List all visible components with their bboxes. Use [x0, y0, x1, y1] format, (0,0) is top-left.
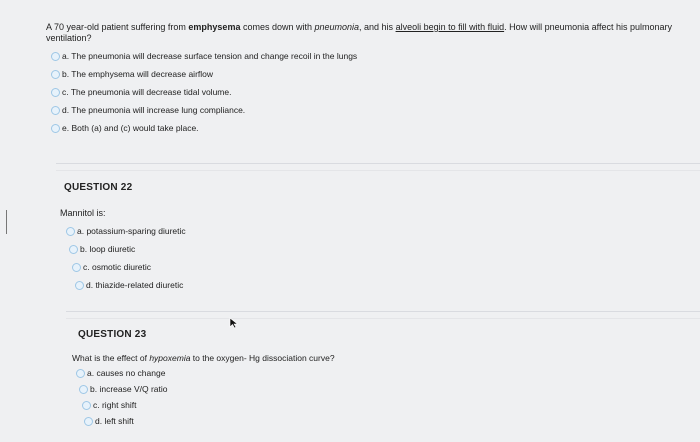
- stem-italic: pneumonia: [314, 22, 360, 32]
- question-divider: [56, 170, 700, 171]
- radio-button[interactable]: [51, 106, 60, 115]
- radio-button[interactable]: [82, 401, 91, 410]
- option-a[interactable]: [51, 47, 676, 65]
- radio-button[interactable]: [72, 263, 81, 272]
- option-a[interactable]: [66, 222, 620, 240]
- option-label: a. The pneumonia will decrease surface tension and change recoil in the lungs: [62, 51, 358, 61]
- stem-text: What is the effect of: [72, 353, 150, 363]
- option-label: e. Both (a) and (c) would take place.: [62, 123, 199, 133]
- option-d[interactable]: [75, 276, 620, 294]
- option-label: d. thiazide-related diuretic: [86, 280, 184, 290]
- stem-italic: hypoxemia: [149, 353, 191, 363]
- question-21: [46, 22, 676, 137]
- radio-button[interactable]: [66, 227, 75, 236]
- question-divider: [56, 163, 700, 164]
- option-c[interactable]: [82, 397, 672, 413]
- option-label: d. left shift: [95, 416, 134, 426]
- stem-text: to the oxygen- Hg dissociation curve?: [190, 353, 335, 363]
- stem-text: , and his: [359, 22, 396, 32]
- radio-button[interactable]: [76, 369, 85, 378]
- radio-button[interactable]: [69, 245, 78, 254]
- radio-button[interactable]: [79, 385, 88, 394]
- question-23-stem: [72, 353, 672, 364]
- radio-button[interactable]: [51, 124, 60, 133]
- radio-button[interactable]: [51, 70, 60, 79]
- option-label: b. loop diuretic: [80, 244, 136, 254]
- option-b[interactable]: [69, 240, 620, 258]
- stem-text: A 70 year-old patient suffering from: [46, 22, 189, 32]
- option-c[interactable]: [51, 83, 676, 101]
- question-divider: [66, 318, 700, 319]
- question-22-stem: Mannitol is:: [60, 208, 106, 218]
- option-d[interactable]: [51, 101, 676, 119]
- question-22-header: QUESTION 22: [64, 182, 133, 193]
- stem-text: . How will pneumonia affect his pulmonary ventilation?: [46, 22, 673, 43]
- radio-button[interactable]: [51, 52, 60, 61]
- option-e[interactable]: [51, 119, 676, 137]
- radio-button[interactable]: [51, 88, 60, 97]
- option-label: c. osmotic diuretic: [83, 262, 152, 272]
- question-23: [78, 329, 638, 340]
- stem-underline: alveoli begin to fill with fluid: [395, 22, 505, 32]
- question-23-body: [72, 353, 672, 429]
- radio-button[interactable]: [84, 417, 93, 426]
- stem-text: comes down with: [240, 22, 315, 32]
- option-label: b. The emphysema will decrease airflow: [62, 69, 214, 79]
- question-divider: [66, 311, 700, 312]
- option-d[interactable]: [84, 413, 672, 429]
- option-b[interactable]: [79, 381, 672, 397]
- option-b[interactable]: [51, 65, 676, 83]
- question-22: [64, 182, 624, 193]
- option-c[interactable]: [72, 258, 620, 276]
- option-label: a. causes no change: [87, 368, 166, 378]
- option-label: c. The pneumonia will decrease tidal volume.: [62, 87, 232, 97]
- option-label: c. right shift: [93, 400, 137, 410]
- question-23-header: QUESTION 23: [78, 329, 147, 340]
- option-label: b. increase V/Q ratio: [90, 384, 168, 394]
- option-a[interactable]: [76, 365, 672, 381]
- mouse-cursor-icon: [229, 317, 239, 329]
- question-21-stem: [46, 22, 676, 44]
- left-edge-marker: [0, 210, 7, 234]
- question-22-body: [60, 208, 620, 294]
- option-label: d. The pneumonia will increase lung compliance.: [62, 105, 246, 115]
- stem-emphasis: emphysema: [188, 22, 241, 32]
- option-label: a. potassium-sparing diuretic: [77, 226, 186, 236]
- radio-button[interactable]: [75, 281, 84, 290]
